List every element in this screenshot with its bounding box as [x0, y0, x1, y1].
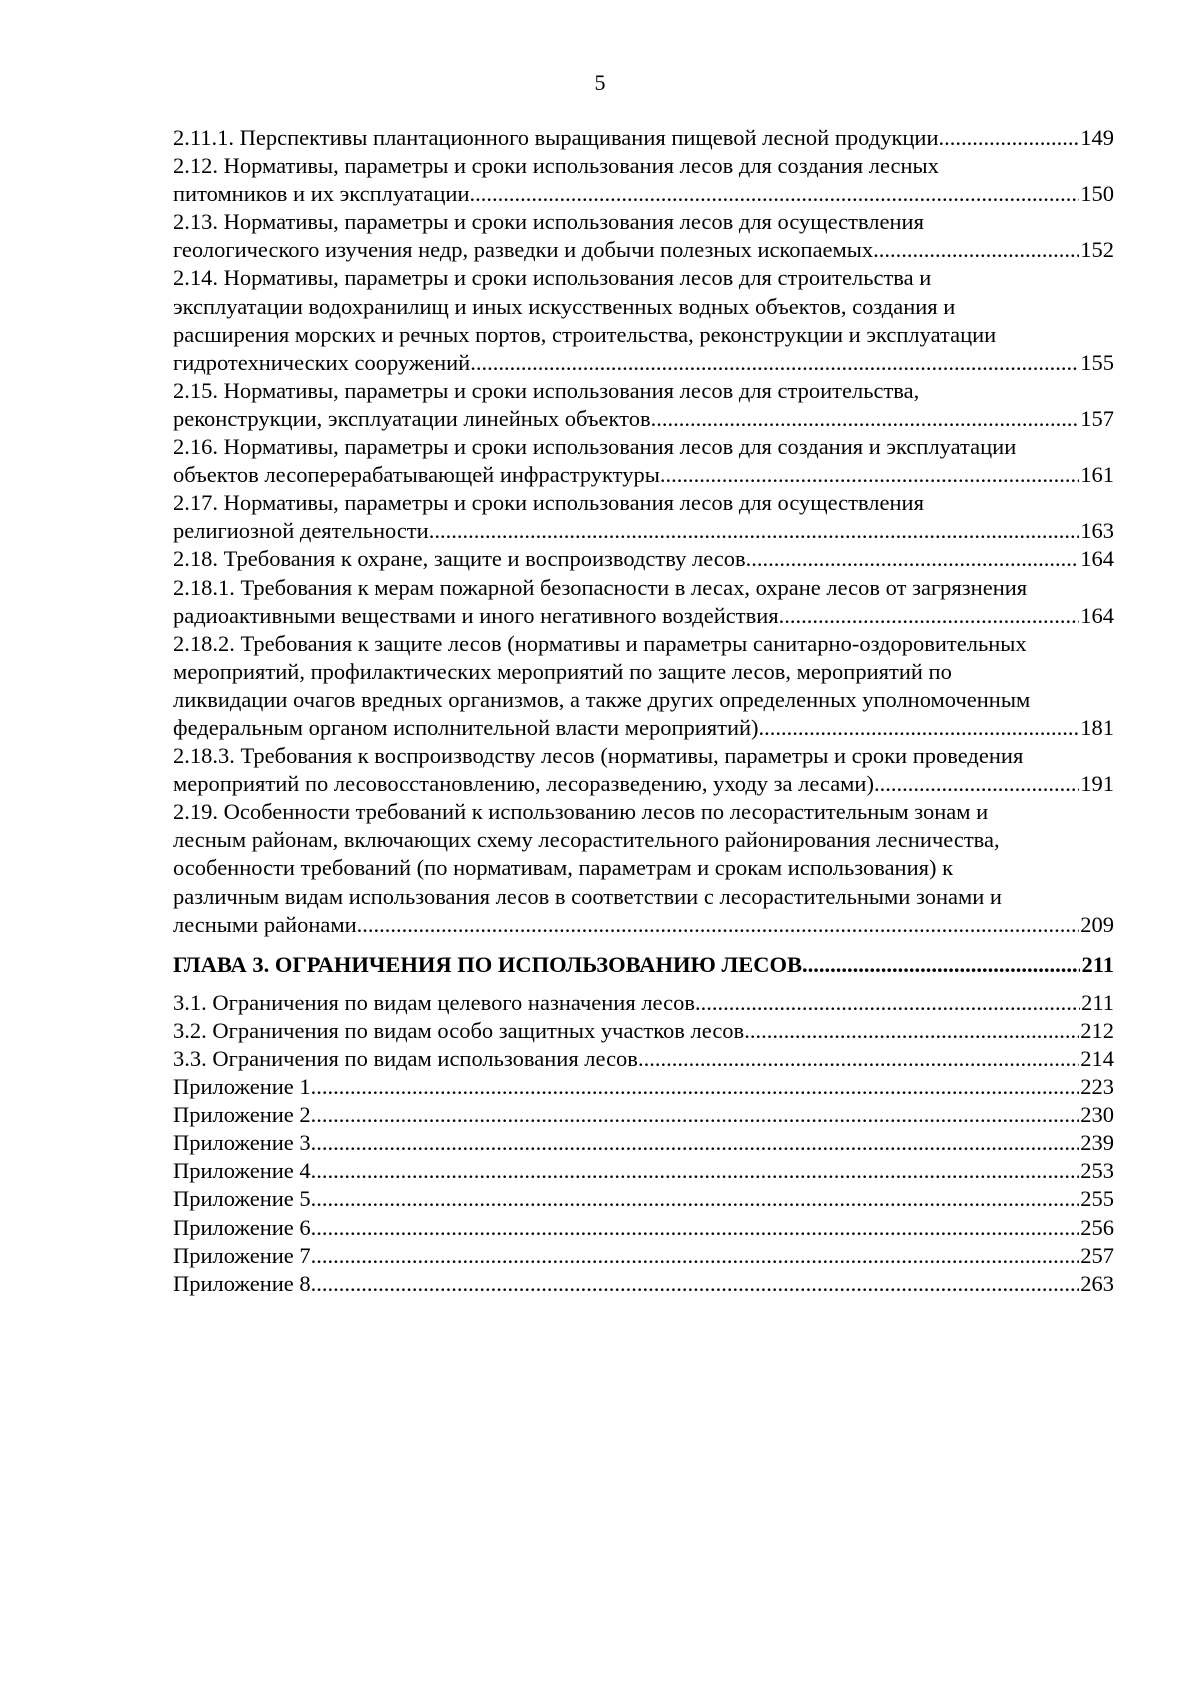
toc-entry[interactable]	[173, 1017, 1114, 1045]
toc-page-number: 181	[1080, 714, 1114, 740]
dot-leader	[651, 405, 1080, 433]
toc-entry[interactable]	[173, 989, 1114, 1017]
dot-leader	[939, 124, 1080, 152]
dot-leader	[874, 770, 1079, 798]
dot-leader	[311, 1073, 1080, 1101]
toc-entry[interactable]	[173, 630, 1114, 742]
dot-leader	[759, 714, 1080, 742]
toc-entry-title-line: Приложение 1	[173, 1074, 311, 1100]
toc-entry-title-line: ликвидации очагов вредных организмов, а также других определенных уполномоченным	[173, 686, 1031, 712]
toc-entry-title-line: 2.12. Нормативы, параметры и сроки использования лесов для создания лесных	[173, 153, 939, 179]
toc-entry-title-line: 3.2. Ограничения по видам особо защитных участков лесов	[173, 1017, 745, 1043]
toc-entry[interactable]	[173, 208, 1114, 264]
toc-entry[interactable]	[173, 1129, 1114, 1157]
toc-page-number: 164	[1080, 546, 1114, 572]
dot-leader	[873, 236, 1079, 264]
toc-entry-title-line: 3.3. Ограничения по видам использования лесов	[173, 1046, 638, 1071]
toc-entry-title-line: радиоактивными веществами и иного негативного воздействия	[173, 602, 779, 628]
dot-leader	[311, 1101, 1080, 1129]
toc-chapter-entry[interactable]	[173, 951, 1114, 979]
toc-entry-title-line: мероприятий, профилактических мероприятий по защите лесов, мероприятий по	[173, 658, 952, 684]
dot-leader	[695, 989, 1080, 1017]
toc-page-number: 255	[1080, 1186, 1114, 1212]
toc-page-number: 149	[1080, 125, 1114, 150]
toc-entry-title-line: религиозной деятельности	[173, 518, 429, 544]
dot-leader	[470, 180, 1080, 208]
toc-entry-title-line: лесным районам, включающих схему лесорастительного районирования лесничества,	[173, 827, 1000, 853]
toc-page-number: 161	[1080, 462, 1114, 488]
toc-page-number: 150	[1080, 181, 1114, 207]
toc-entry[interactable]	[173, 264, 1114, 376]
dot-leader	[660, 461, 1079, 489]
toc-entry-title-line: объектов лесоперерабатывающей инфраструктуры	[173, 462, 660, 488]
toc-page-number: 223	[1080, 1074, 1114, 1100]
toc-page-number: 211	[1081, 989, 1114, 1015]
toc-entry[interactable]	[173, 124, 1114, 152]
toc-entry[interactable]	[173, 1101, 1114, 1129]
dot-leader	[311, 1242, 1080, 1270]
toc-entry[interactable]	[173, 1157, 1114, 1185]
toc-entry[interactable]	[173, 489, 1114, 545]
dot-leader	[746, 545, 1080, 573]
toc-entry[interactable]	[173, 1073, 1114, 1101]
toc-entry-title-line: федеральным органом исполнительной власти мероприятий)	[173, 714, 759, 740]
dot-leader	[802, 951, 1081, 979]
toc-page-number: 212	[1080, 1017, 1114, 1043]
dot-leader	[311, 1129, 1080, 1157]
dot-leader	[311, 1185, 1080, 1213]
page-number: 5	[594, 70, 606, 95]
toc-entry-title-line: 2.17. Нормативы, параметры и сроки использования лесов для осуществления	[173, 490, 924, 516]
toc-page-number: 214	[1080, 1046, 1114, 1071]
toc-page-number: 211	[1081, 951, 1114, 977]
toc-entry[interactable]	[173, 574, 1114, 630]
toc-entry-title-line: Приложение 4	[173, 1158, 311, 1184]
toc-entry-title-line: Приложение 7	[173, 1242, 311, 1268]
toc-page-number: 163	[1080, 518, 1114, 544]
toc-entry-title-line: Приложение 5	[173, 1186, 311, 1212]
toc-entry-title-line: 2.15. Нормативы, параметры и сроки использования лесов для строительства,	[173, 377, 920, 403]
toc-entry[interactable]	[173, 1185, 1114, 1213]
toc-page-number: 256	[1080, 1214, 1114, 1240]
toc-page-number: 157	[1080, 405, 1114, 431]
toc-entry[interactable]	[173, 798, 1114, 938]
toc-entry-title-line: ГЛАВА 3. ОГРАНИЧЕНИЯ ПО ИСПОЛЬЗОВАНИЮ ЛЕСОВ	[173, 951, 802, 977]
toc-entry[interactable]	[173, 152, 1114, 208]
toc-page-number: 253	[1080, 1158, 1114, 1184]
toc-entry-title-line: гидротехнических сооружений	[173, 349, 471, 375]
dot-leader	[357, 911, 1080, 939]
toc-page-number: 263	[1080, 1270, 1114, 1296]
toc-entry-title-line: эксплуатации водохранилищ и иных искусственных водных объектов, создания и	[173, 293, 956, 319]
toc-entry-title-line: 2.19. Особенности требований к использованию лесов по лесорастительным зонам и	[173, 799, 989, 825]
dot-leader	[311, 1214, 1080, 1242]
toc-page-number: 152	[1080, 237, 1114, 263]
toc-entry[interactable]	[173, 1214, 1114, 1242]
toc-entry-title-line: лесными районами	[173, 911, 357, 937]
toc-entry-title-line: Приложение 2	[173, 1102, 311, 1128]
toc-entry[interactable]	[173, 545, 1114, 573]
toc-entry-title-line: 3.1. Ограничения по видам целевого назначения лесов	[173, 989, 695, 1015]
toc-entry[interactable]	[173, 433, 1114, 489]
dot-leader	[744, 1017, 1079, 1045]
toc-page-number: 191	[1080, 771, 1114, 797]
toc-entry-title-line: геологического изучения недр, разведки и добычи полезных ископаемых	[173, 237, 874, 263]
toc-entry[interactable]	[173, 1045, 1114, 1073]
dot-leader	[311, 1270, 1080, 1298]
toc-entry-title-line: расширения морских и речных портов, строительства, реконструкции и эксплуатации	[173, 321, 997, 347]
toc-entry-title-line: Приложение 6	[173, 1214, 311, 1240]
toc-entry[interactable]	[173, 377, 1114, 433]
toc-entry-title-line: питомников и их эксплуатации	[173, 181, 470, 207]
toc-entry-title-line: Приложение 8	[173, 1270, 311, 1296]
toc-entry-title-line: 2.16. Нормативы, параметры и сроки использования лесов для создания и эксплуатации	[173, 434, 1017, 460]
toc-page-number: 155	[1080, 349, 1114, 375]
toc-page-number: 164	[1080, 602, 1114, 628]
toc-page-number: 257	[1080, 1242, 1114, 1268]
toc-entry-title-line: 2.14. Нормативы, параметры и сроки использования лесов для строительства и	[173, 265, 932, 291]
toc-entry-title-line: 2.18. Требования к охране, защите и воспроизводству лесов	[173, 546, 746, 572]
toc-entry[interactable]	[173, 1270, 1114, 1298]
toc-entry-title-line: 2.11.1. Перспективы плантационного выращивания пищевой лесной продукции	[173, 125, 939, 150]
toc-entry-title-line: 2.13. Нормативы, параметры и сроки использования лесов для осуществления	[173, 209, 924, 235]
toc-entry-title-line: особенности требований (по нормативам, параметрам и срокам использования) к	[173, 855, 954, 881]
table-of-contents	[173, 124, 1114, 1298]
toc-entry-title-line: реконструкции, эксплуатации линейных объектов	[173, 405, 651, 431]
toc-page-number: 239	[1080, 1130, 1114, 1156]
toc-entry-title-line: Приложение 3	[173, 1130, 311, 1156]
toc-entry-title-line: 2.18.1. Требования к мерам пожарной безопасности в лесах, охране лесов от загрязнения	[173, 574, 1028, 600]
toc-entry[interactable]	[173, 742, 1114, 798]
toc-page-number: 230	[1080, 1102, 1114, 1128]
dot-leader	[311, 1157, 1080, 1185]
toc-entry-title-line: 2.18.2. Требования к защите лесов (нормативы и параметры санитарно-оздоровительных	[173, 630, 1027, 656]
dot-leader	[779, 602, 1080, 630]
toc-entry-title-line: различным видам использования лесов в соответствии с лесорастительными зонами и	[173, 883, 1002, 909]
dot-leader	[429, 517, 1080, 545]
dot-leader	[470, 349, 1079, 377]
toc-entry[interactable]	[173, 1242, 1114, 1270]
dot-leader	[638, 1045, 1079, 1073]
toc-entry-title-line: мероприятий по лесовосстановлению, лесоразведению, уходу за лесами)	[173, 771, 874, 797]
toc-entry-title-line: 2.18.3. Требования к воспроизводству лесов (нормативы, параметры и сроки проведения	[173, 743, 1024, 769]
toc-page-number: 209	[1080, 911, 1114, 937]
